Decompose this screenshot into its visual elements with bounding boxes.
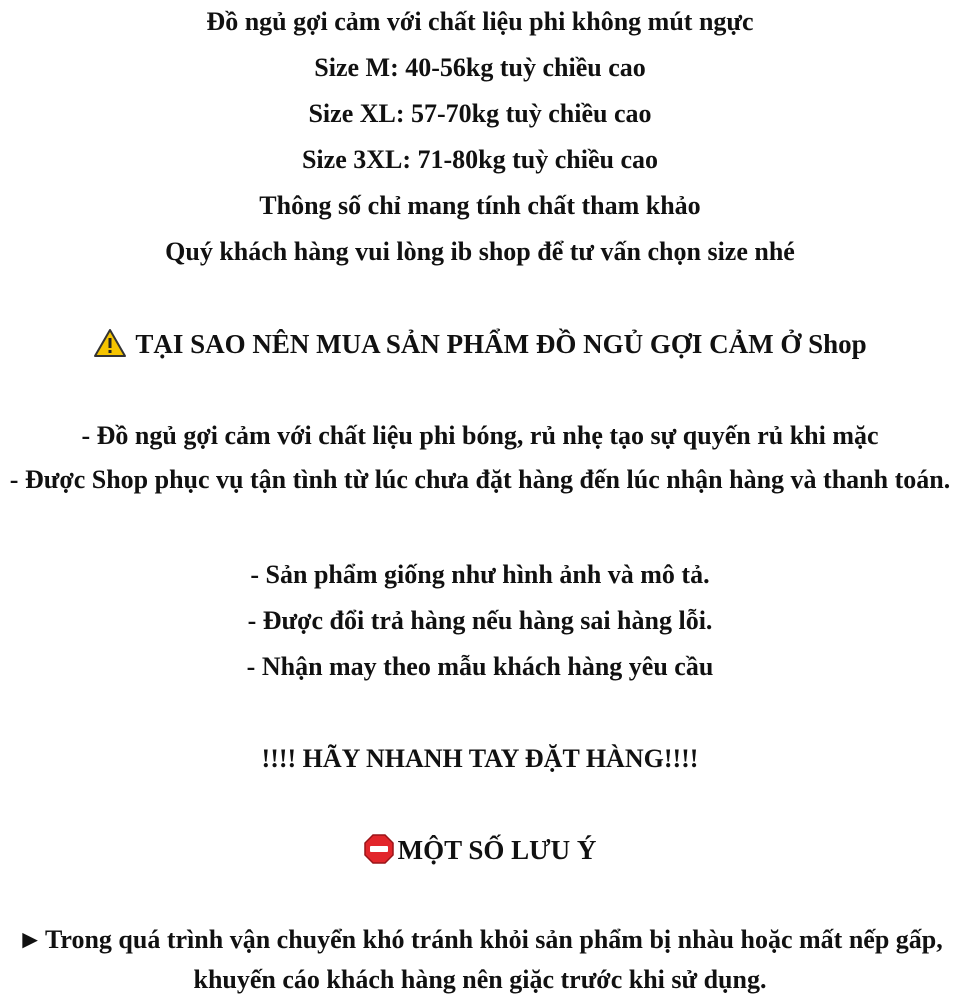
arrow-icon: ► xyxy=(17,925,43,954)
benefit-item-3: - Sản phẩm giống như hình ảnh và mô tả. xyxy=(250,560,710,589)
intro-line-1: Đồ ngủ gợi cảm với chất liệu phi không mút ngực xyxy=(206,7,754,36)
size-3xl-line: Size 3XL: 71-80kg tuỳ chiều cao xyxy=(301,145,659,174)
size-xl-line: Size XL: 57-70kg tuỳ chiều cao xyxy=(308,99,652,128)
warning-icon xyxy=(93,328,127,358)
reference-note-line: Thông số chỉ mang tính chất tham khảo xyxy=(259,191,701,220)
call-to-action: !!!! HÃY NHANH TAY ĐẶT HÀNG!!!! xyxy=(261,744,699,773)
note-item-1-text: Trong quá trình vận chuyển khó tránh khỏi sản phẩm bị nhàu hoặc mất nếp gấp, khuyến cáo khách hàng nên giặc trước khi sử dụng. xyxy=(44,925,943,994)
why-buy-heading xyxy=(0,326,960,362)
notes-heading-text: MỘT SỐ LƯU Ý xyxy=(397,835,597,865)
benefit-item-4: - Được đổi trả hàng nếu hàng sai hàng lỗi. xyxy=(247,606,713,635)
benefit-item-2: - Được Shop phục vụ tận tình từ lúc chưa đặt hàng đến lúc nhận hàng và thanh toán. xyxy=(9,465,951,494)
contact-shop-line: Quý khách hàng vui lòng ib shop để tư vấn chọn size nhé xyxy=(165,237,795,266)
benefit-item-1: - Đồ ngủ gợi cảm với chất liệu phi bóng, rủ nhẹ tạo sự quyến rủ khi mặc xyxy=(81,421,879,450)
notes-heading xyxy=(0,832,960,868)
benefit-item-5: - Nhận may theo mẫu khách hàng yêu cầu xyxy=(246,652,714,681)
size-m-line: Size M: 40-56kg tuỳ chiều cao xyxy=(314,53,646,82)
why-buy-heading-text: TẠI SAO NÊN MUA SẢN PHẨM ĐỒ NGỦ GỢI CẢM Ở Shop xyxy=(135,329,867,359)
note-item-1 xyxy=(15,920,945,1000)
stop-icon xyxy=(364,834,394,864)
